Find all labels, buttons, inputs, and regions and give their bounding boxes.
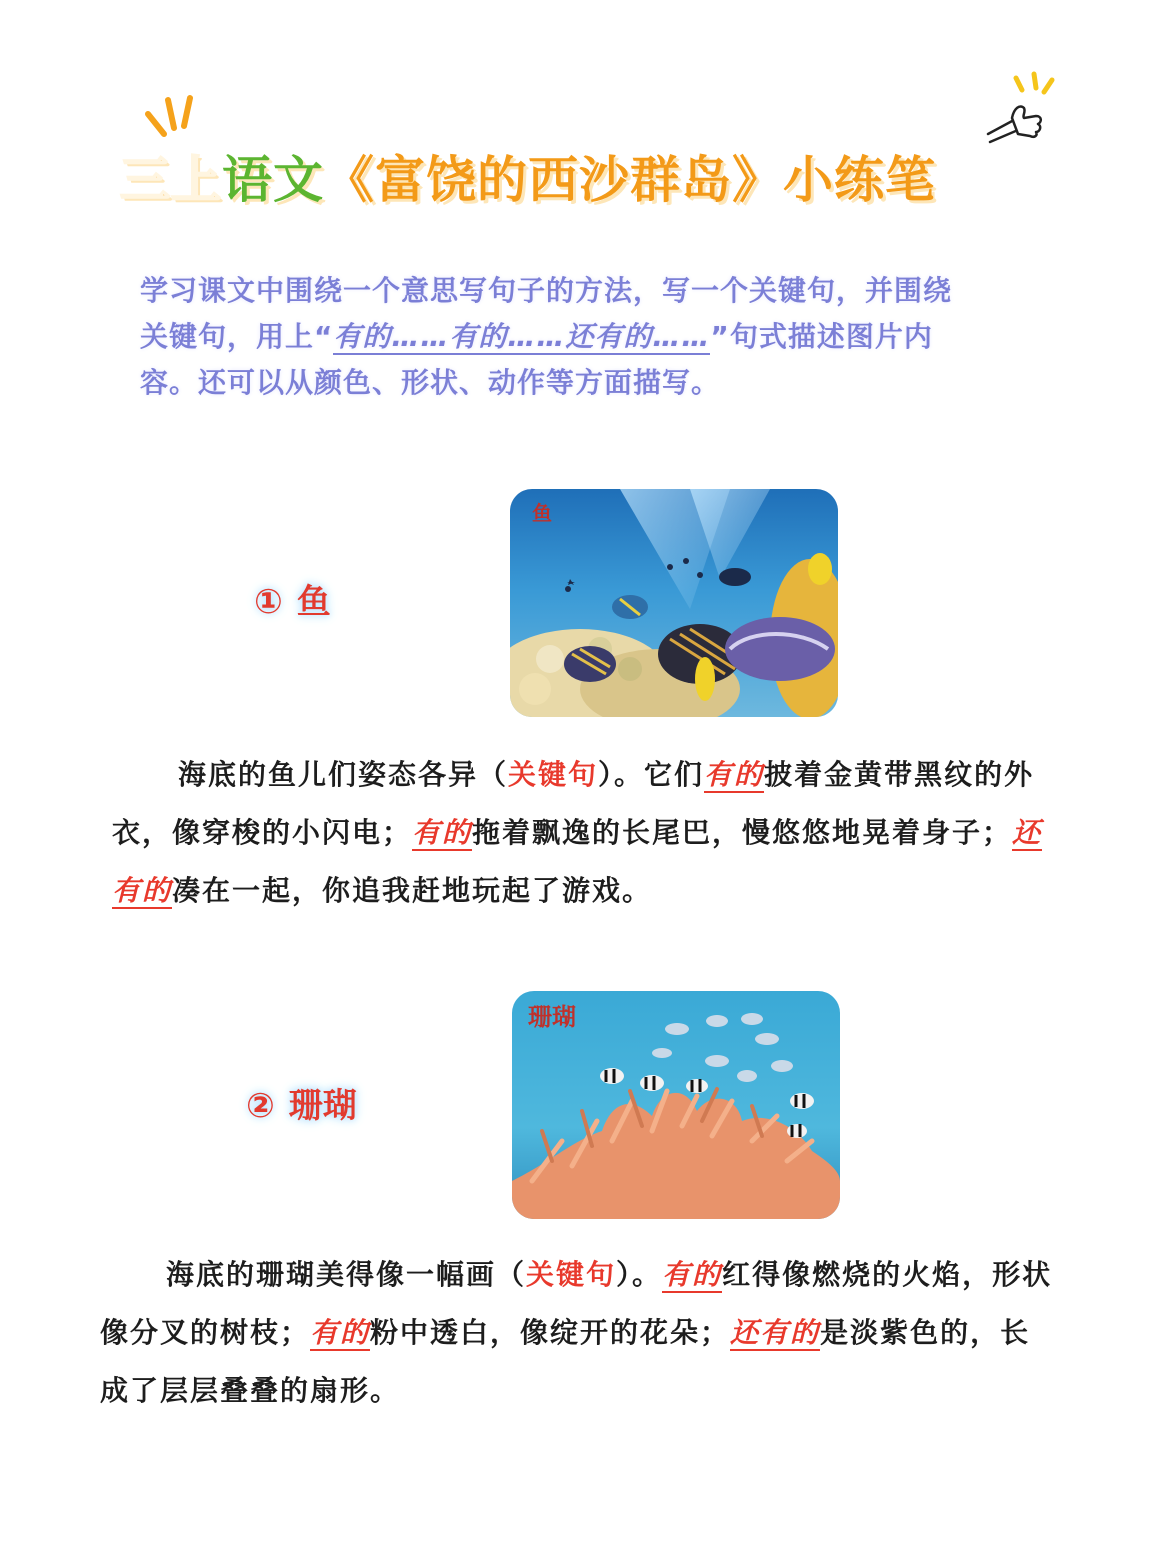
title-exercise: 小练笔	[783, 151, 936, 209]
paragraph-text: 海底的鱼儿们姿态各异（	[178, 758, 509, 791]
sentence-pattern: 有的……有的……还有的……	[333, 320, 711, 353]
instructions-line3: 容。还可以从颜色、形状、动作等方面描写。	[140, 366, 721, 399]
paragraph-text: 粉中透白，像绽开的花朵；	[370, 1316, 731, 1349]
pattern-word: 有的	[412, 816, 473, 849]
section-title: 鱼	[296, 582, 331, 622]
instructions	[140, 268, 1050, 406]
section-label-fish	[254, 574, 331, 623]
coral-photo	[512, 991, 840, 1219]
fish-paragraph	[112, 746, 1062, 920]
title-subject: 语文	[222, 151, 324, 209]
section-number: ①	[254, 582, 283, 622]
pattern-word: 还有的	[112, 816, 1043, 907]
paragraph-text: 凑在一起，你追我赶地玩起了游戏。	[172, 874, 653, 907]
key-sentence-label: 关键句	[526, 1258, 617, 1291]
sparkle-lines-icon	[142, 94, 202, 144]
paragraph-text: 红得像燃烧的火焰，形状像分叉的树枝；	[100, 1258, 1053, 1349]
fish-photo	[510, 489, 838, 717]
pattern-word: 有的	[704, 758, 765, 791]
paragraph-text: ）。	[616, 1258, 663, 1291]
title-grade: 三上	[120, 151, 222, 209]
coral-paragraph	[100, 1246, 1060, 1420]
paragraph-text: 披着金黄带黑纹的外衣，像穿梭的小闪电；	[112, 758, 1035, 849]
paragraph-text: ）。它们	[598, 758, 705, 791]
instructions-text: 关键句，用上“	[140, 320, 334, 353]
photo-tag: 珊瑚	[528, 1002, 576, 1031]
key-sentence-label: 关键句	[508, 758, 599, 791]
instructions-line2	[140, 314, 1050, 360]
section-number: ②	[246, 1086, 275, 1126]
section-label-coral	[246, 1078, 357, 1127]
title-lesson: 《富饶的西沙群岛》	[324, 151, 783, 209]
photo-tag: 鱼	[532, 501, 552, 525]
page-title	[120, 140, 1060, 220]
pattern-word: 还有的	[730, 1316, 821, 1349]
paragraph-text: 拖着飘逸的长尾巴，慢悠悠地晃着身子；	[472, 816, 1013, 849]
paragraph-text: 是淡紫色的，长成了层层叠叠的扇形。	[100, 1316, 1031, 1407]
thumbs-up-icon	[984, 94, 1046, 144]
paragraph-text: 海底的珊瑚美得像一幅画（	[166, 1258, 527, 1291]
instructions-text: ”句式描述图片内	[710, 320, 933, 353]
instructions-line1: 学习课文中围绕一个意思写句子的方法，写一个关键句，并围绕	[140, 274, 953, 307]
pattern-word: 有的	[662, 1258, 723, 1291]
pattern-word: 有的	[310, 1316, 371, 1349]
section-title: 珊瑚	[288, 1086, 357, 1126]
